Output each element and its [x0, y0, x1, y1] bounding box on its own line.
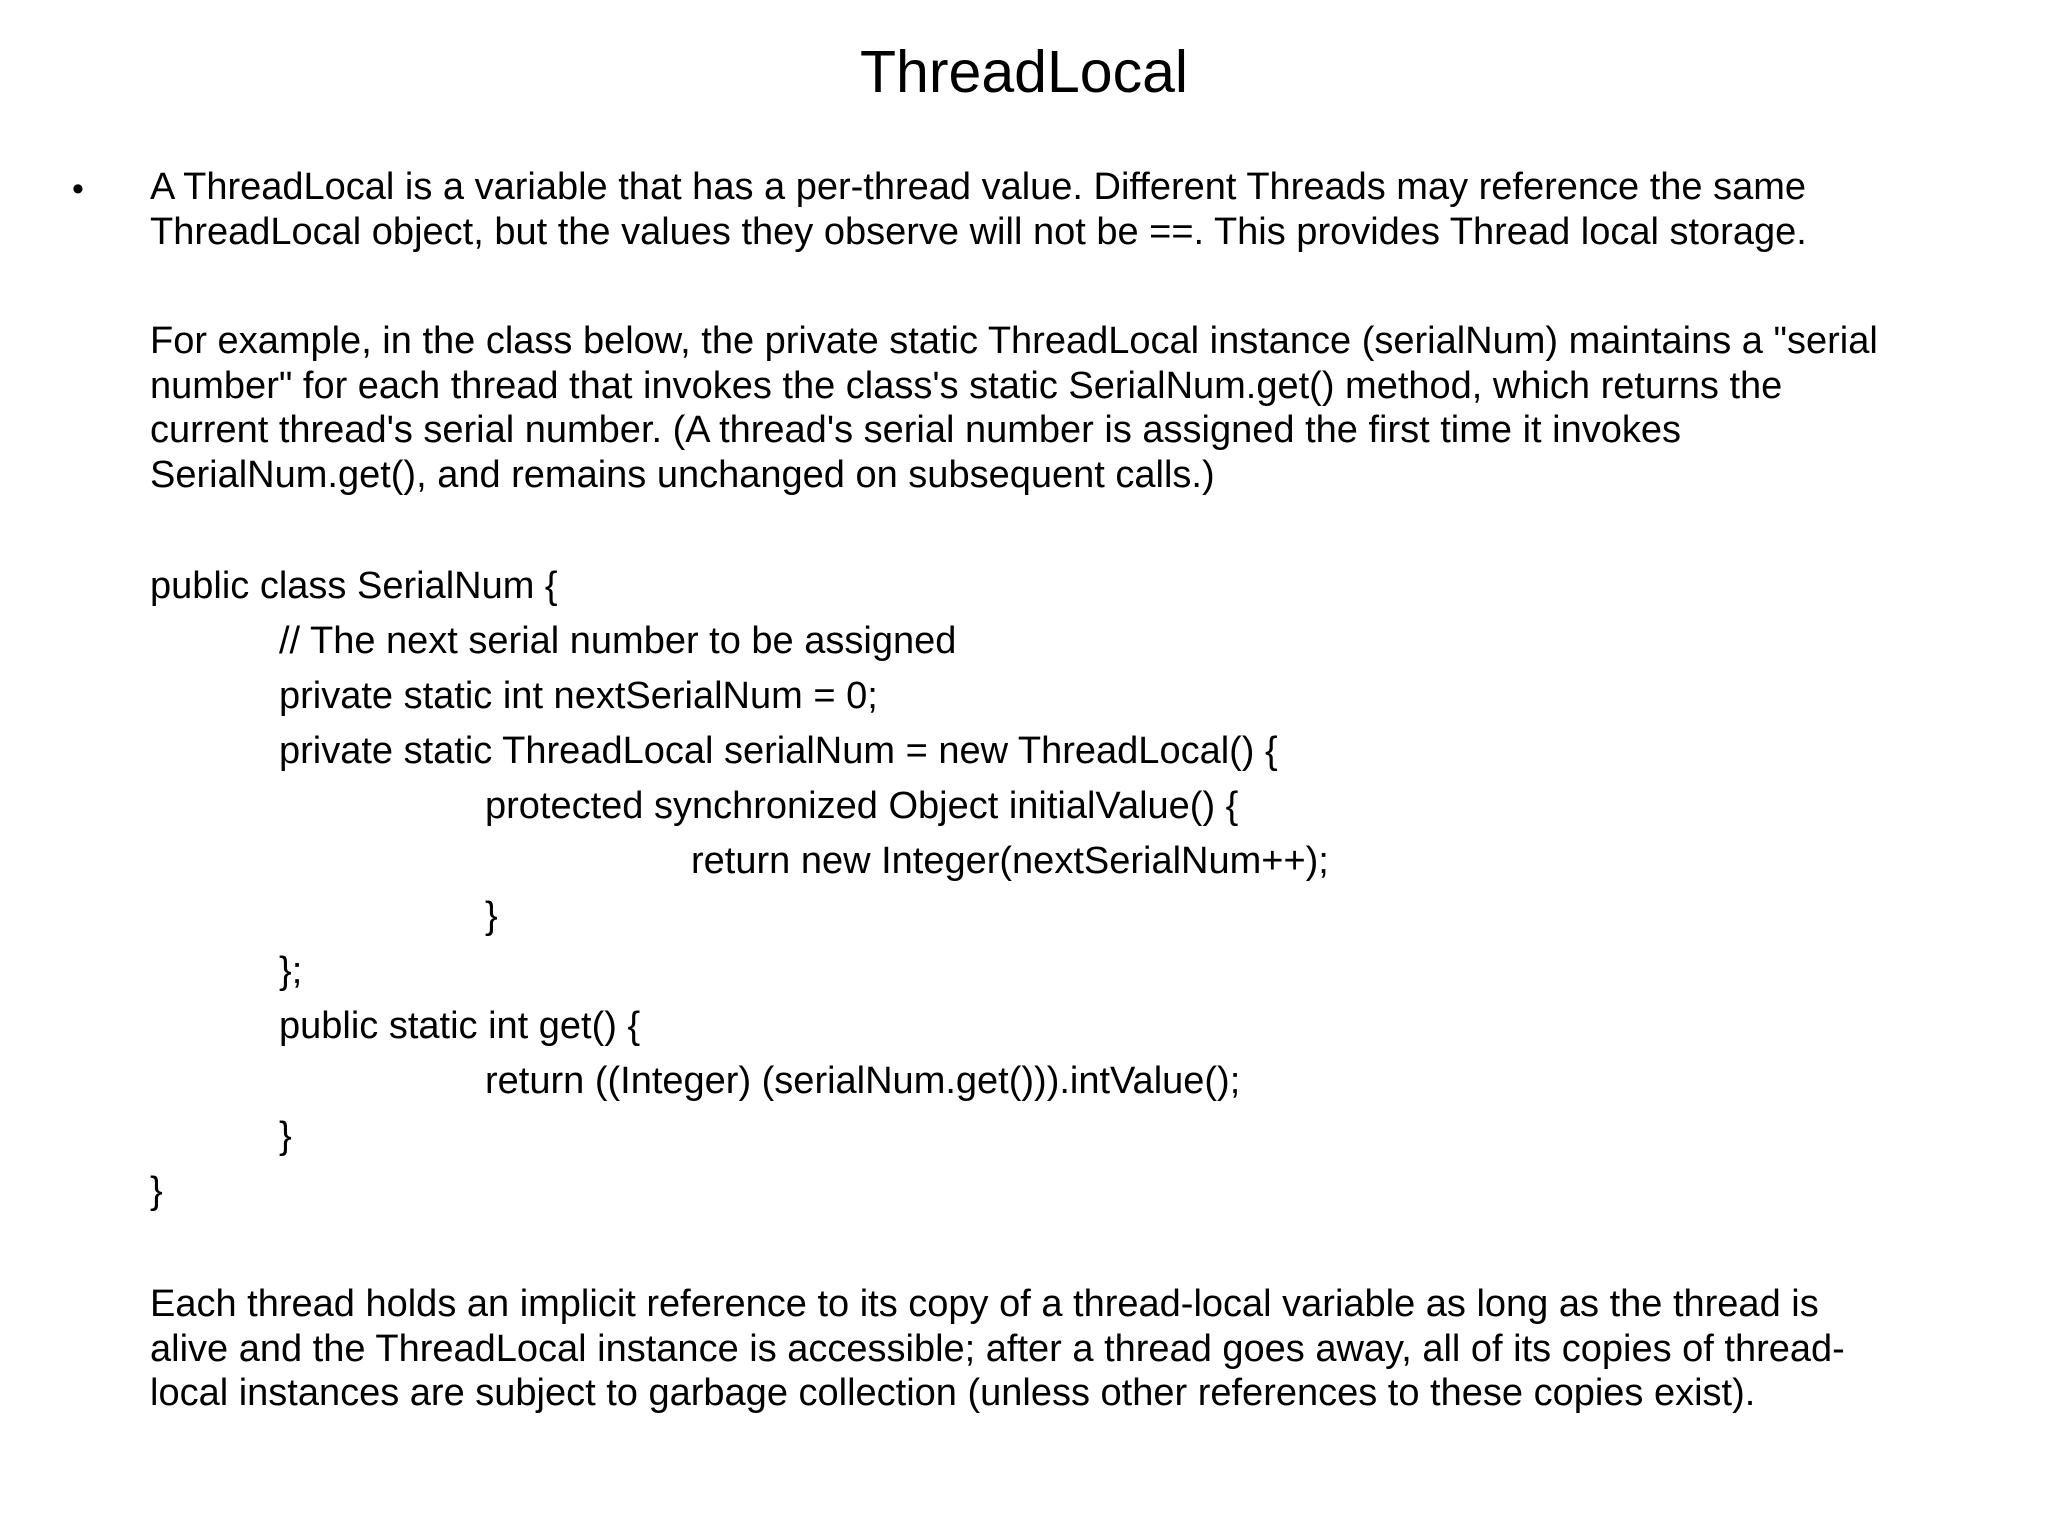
code-line: public static int get() { — [279, 1005, 641, 1047]
code-line: public class SerialNum { — [150, 565, 558, 607]
code-line: return ((Integer) (serialNum.get())).intValue(); — [485, 1060, 1241, 1102]
closing-line-3: local instances are subject to garbage collection (unless other references to these copies exist). — [150, 1372, 1756, 1414]
example-line-3: current thread's serial number. (A thread's serial number is assigned the first time it invokes — [150, 409, 1681, 451]
slide-title: ThreadLocal — [860, 39, 1188, 105]
example-line-4: SerialNum.get(), and remains unchanged on subsequent calls.) — [150, 453, 1215, 496]
closing-line-1: Each thread holds an implicit reference to its copy of a thread-local variable as long as the thread is — [150, 1283, 1819, 1325]
example-paragraph — [150, 319, 2010, 497]
code-line: } — [485, 895, 498, 937]
bullet-marker: • — [72, 170, 84, 208]
example-line-2: number" for each thread that invokes the class's static SerialNum.get() method, which returns the — [150, 364, 1783, 407]
code-line: private static int nextSerialNum = 0; — [279, 675, 878, 717]
code-line: } — [150, 1170, 163, 1212]
code-line: private static ThreadLocal serialNum = new ThreadLocal() { — [279, 730, 1278, 772]
code-line: // The next serial number to be assigned — [279, 620, 957, 662]
intro-paragraph — [150, 165, 2010, 254]
intro-line-2: ThreadLocal object, but the values they observe will not be ==. This provides Thread local storage. — [150, 210, 1807, 253]
example-line-1: For example, in the class below, the private static ThreadLocal instance (serialNum) maintains a "serial — [150, 320, 1878, 362]
code-line: } — [279, 1115, 292, 1157]
closing-paragraph — [150, 1282, 2010, 1416]
intro-line-1: A ThreadLocal is a variable that has a per-thread value. Different Threads may reference the same — [150, 166, 1807, 208]
code-line: protected synchronized Object initialValue() { — [485, 785, 1239, 827]
code-line: }; — [279, 950, 303, 992]
closing-line-2: alive and the ThreadLocal instance is accessible; after a thread goes away, all of its copies of thread- — [150, 1327, 1845, 1370]
code-line: return new Integer(nextSerialNum++); — [691, 840, 1329, 882]
